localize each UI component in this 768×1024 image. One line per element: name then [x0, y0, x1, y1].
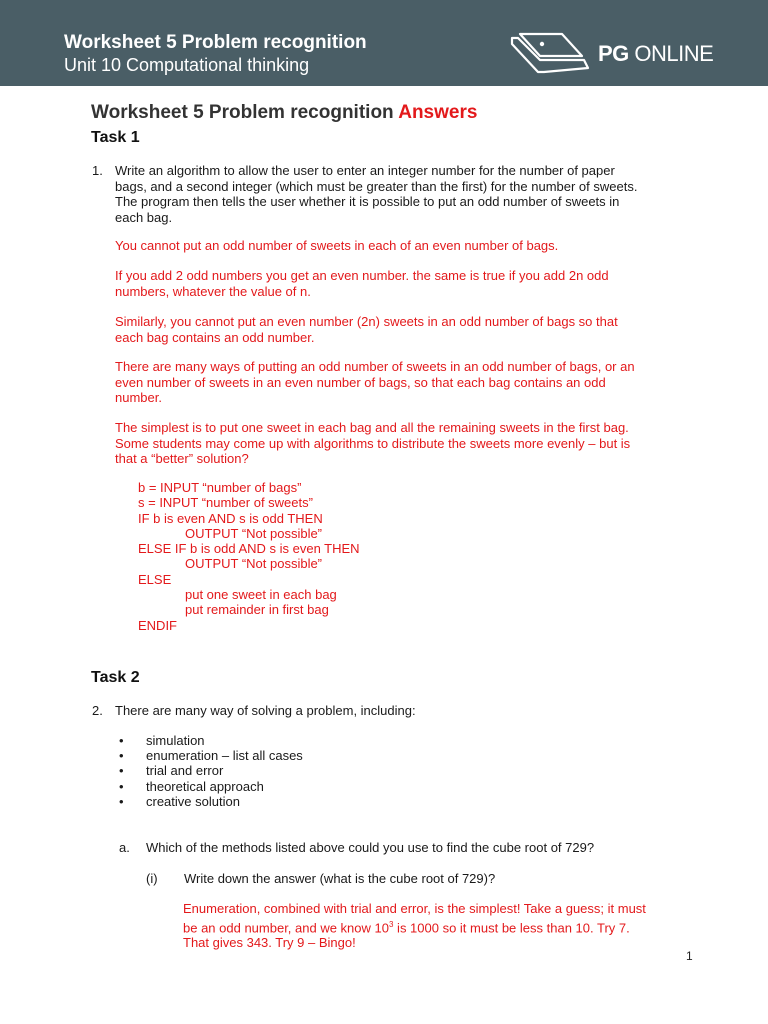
answer-paragraph: You cannot put an odd number of sweets in each of an even number of bags.	[115, 238, 559, 253]
subquestion-a-label: a.	[119, 840, 130, 855]
answers-label: Answers	[398, 102, 478, 123]
code-line: b = INPUT “number of bags”	[138, 480, 302, 495]
header-subtitle: Unit 10 Computational thinking	[64, 55, 310, 75]
code-line: ELSE IF b is odd AND s is even THEN	[138, 541, 360, 557]
code-line: OUTPUT “Not possible”	[185, 556, 323, 572]
question-number: 2.	[92, 703, 103, 718]
task1-heading: Task 1	[91, 129, 140, 146]
list-item: • simulation	[119, 733, 205, 748]
list-item: • creative solution	[119, 793, 240, 809]
task2-intro: There are many way of solving a problem, including:	[115, 703, 416, 718]
pseudocode-block	[138, 480, 360, 633]
subquestion-i-label: (i)	[146, 871, 158, 886]
answer-paragraph: If you add 2 odd numbers you get an even number. the same is true if you add 2n odd numbers, whatever the value of n.	[115, 268, 609, 299]
page-title: Worksheet 5 Problem recognition Answers	[91, 102, 478, 123]
code-line: put remainder in first bag	[185, 602, 329, 618]
code-line: IF b is even AND s is odd THEN	[138, 510, 323, 526]
task1-question: Write an algorithm to allow the user to enter an integer number for the number of paper bags, and a second integer (which must be greater than the first) for the number of sweets. The program then tells the user whether it is possible to put an odd number of sweets in each bag.	[115, 163, 638, 225]
task2-heading: Task 2	[91, 669, 140, 686]
answer-paragraph: The simplest is to put one sweet in each bag and all the remaining sweets in the first bag. Some students may come up with algorithms to distribute the sweets more evenly – but is that a “better” solution?	[115, 420, 631, 466]
question-number: 1.	[92, 163, 103, 178]
logo-text: PG ONLINE	[598, 41, 714, 66]
pg-online-logo	[508, 30, 738, 80]
subquestion-a-text: Which of the methods listed above could you use to find the cube root of 729?	[146, 840, 595, 855]
answer-paragraph: Similarly, you cannot put an even number (2n) sweets in an odd number of bags so that each bag contains an odd number.	[115, 314, 618, 345]
code-line: ENDIF	[138, 617, 177, 633]
code-line: OUTPUT “Not possible”	[185, 525, 323, 541]
page-number: 1	[686, 949, 693, 963]
code-line: s = INPUT “number of sweets”	[138, 495, 313, 511]
methods-list	[119, 733, 303, 809]
laptop-icon	[508, 30, 592, 80]
code-line: put one sweet in each bag	[185, 587, 337, 603]
list-item: • trial and error	[119, 763, 224, 779]
list-item: • theoretical approach	[119, 778, 264, 794]
task2-answer: Enumeration, combined with trial and error, is the simplest! Take a guess; it must be an odd number, and we know $10^3$ is 1000 so it must be less than 10. Try 7. That gives 343. Try 9 – Bingo!	[183, 901, 646, 951]
document-header	[0, 0, 768, 86]
code-line: ELSE	[138, 571, 172, 587]
list-item: • enumeration – list all cases	[119, 748, 303, 764]
subquestion-i-text: Write down the answer (what is the cube root of 729)?	[184, 871, 496, 886]
answer-paragraph: There are many ways of putting an odd number of sweets in an odd number of bags, or an even number of sweets in an even number of bags, so that each bag contains an odd number.	[115, 359, 635, 405]
header-title: Worksheet 5 Problem recognition	[64, 32, 367, 53]
